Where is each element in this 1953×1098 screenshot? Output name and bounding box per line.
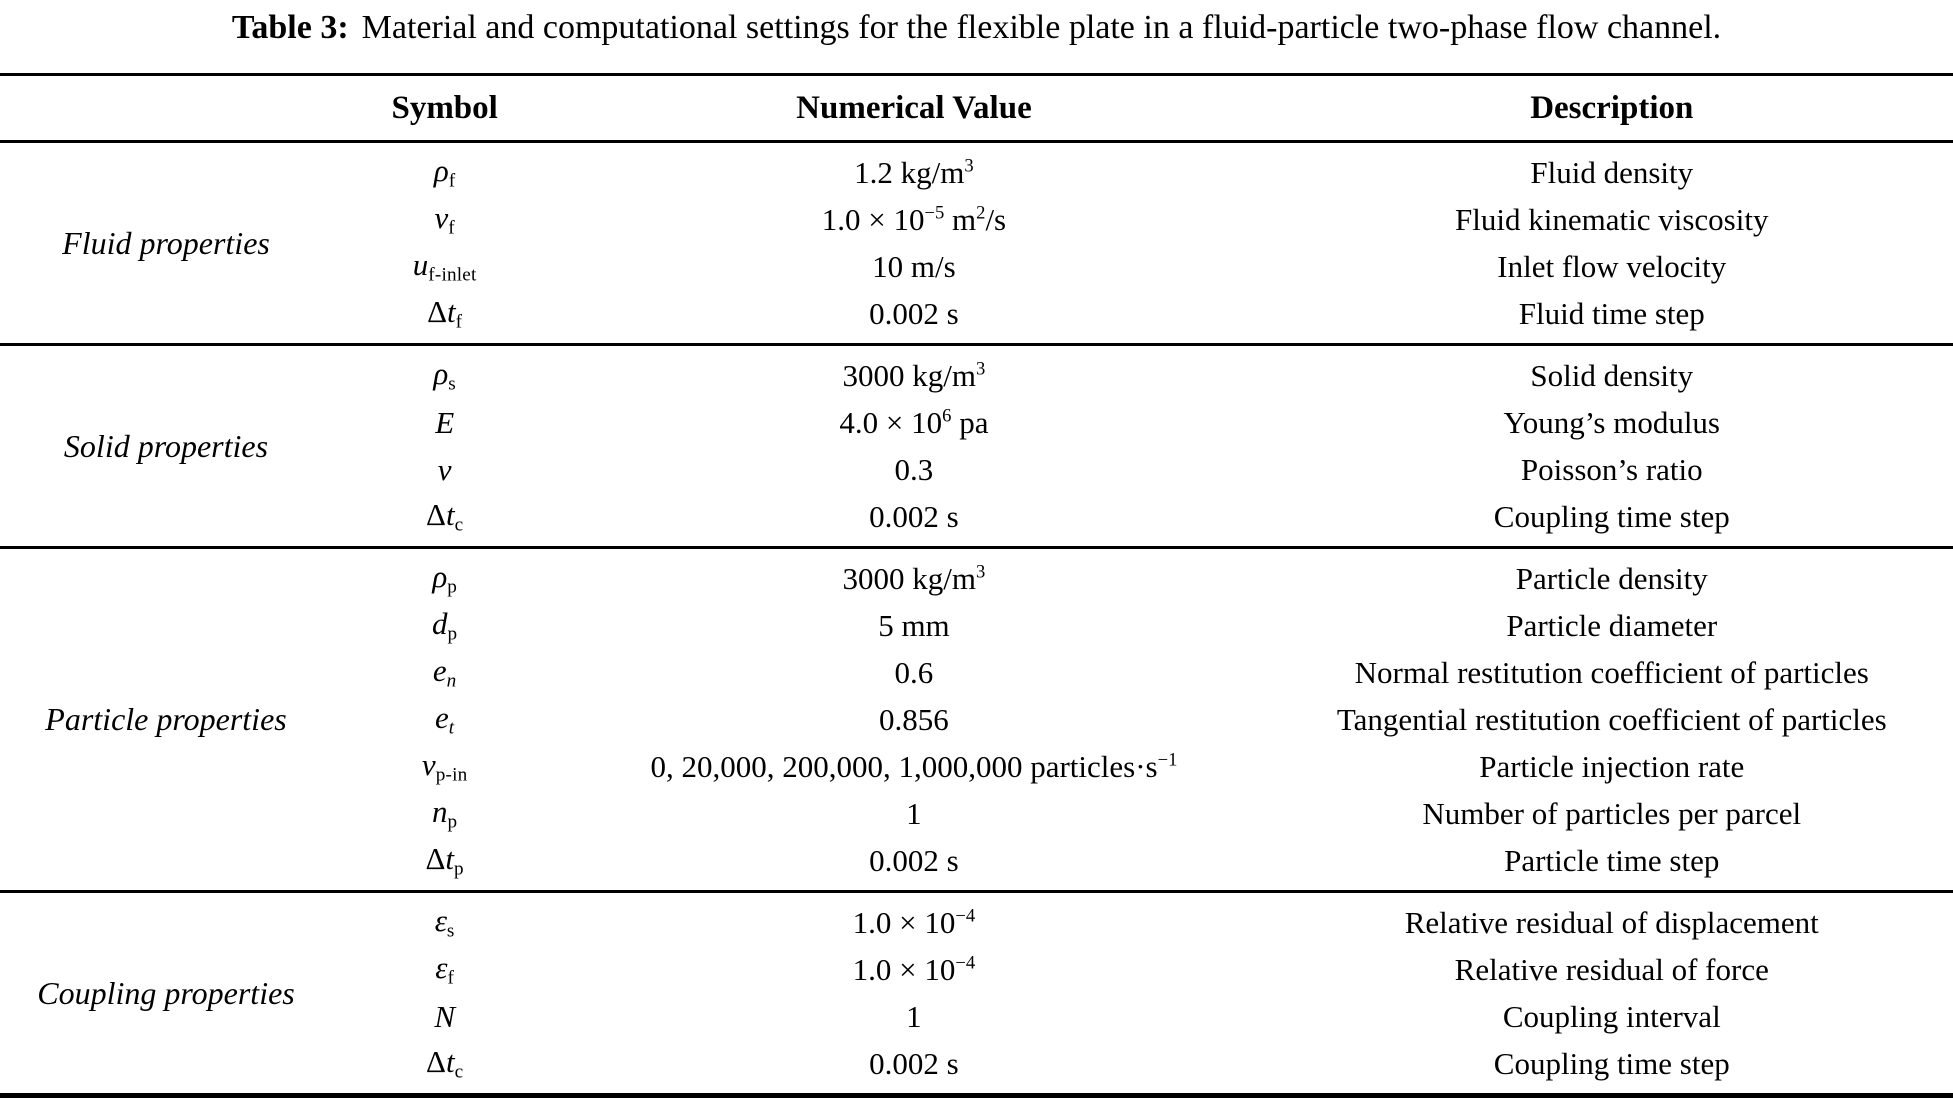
- symbol-cell: uf-inlet: [412, 246, 477, 286]
- table-row: [332, 696, 1953, 743]
- group-label: Solid properties: [63, 427, 269, 464]
- value-cell: 3000 $kg/m^3$: [842, 561, 986, 596]
- table-row: [332, 602, 1953, 649]
- symbol-cell: Δtc: [426, 1043, 464, 1083]
- description-cell: Fluid density: [1530, 155, 1694, 190]
- group-header-cell: [0, 76, 332, 140]
- value-cell: $1.0 \times 10^{-4}$: [852, 952, 976, 987]
- value-cell: 0.3: [894, 452, 934, 487]
- value-cell: 0, 20,000, 200,000, 1,000,000 $particles\cdot s^{-1}$: [650, 749, 1178, 784]
- description-cell: Solid density: [1530, 358, 1694, 393]
- symbol-cell: ρs: [433, 355, 456, 395]
- value-cell: $1.0 \times 10^{-4}$: [852, 905, 976, 940]
- description-cell: Fluid time step: [1518, 296, 1705, 331]
- table-row: [332, 649, 1953, 696]
- table-row: [332, 243, 1953, 290]
- caption-text: Material and computational settings for the flexible plate in a fluid-particle two-phase flow channel.: [361, 9, 1722, 46]
- symbol-cell: εs: [434, 902, 455, 942]
- table-row: [332, 446, 1953, 493]
- description-cell: Number of particles per parcel: [1422, 796, 1802, 831]
- table-caption: [0, 0, 1953, 73]
- symbol-cell: np: [432, 793, 458, 833]
- value-cell: $1.0 \times 10^{-5}$ $m^2/s$: [821, 202, 1007, 237]
- symbol-cell: dp: [432, 605, 458, 645]
- description-cell: Relative residual of force: [1454, 952, 1769, 987]
- value-cell: 0.856: [879, 702, 949, 737]
- symbol-cell: ν: [437, 452, 452, 487]
- table-section: [0, 143, 1953, 346]
- symbol-cell: E: [435, 405, 455, 440]
- value-cell: 3000 $kg/m^3$: [842, 358, 986, 393]
- description-cell: Particle diameter: [1506, 608, 1718, 643]
- symbol-cell: ρp: [432, 558, 457, 598]
- symbol-cell: et: [435, 699, 455, 739]
- symbol-cell: en: [432, 652, 457, 692]
- settings-table: [0, 73, 1953, 1098]
- value-cell: 5 mm: [878, 608, 950, 643]
- table-row: [332, 352, 1953, 399]
- header-numerical-value: Numerical Value: [796, 89, 1032, 126]
- symbol-cell: Δtp: [425, 840, 464, 880]
- symbol-cell: N: [434, 999, 455, 1034]
- value-cell: 1: [906, 796, 922, 831]
- value-cell: 0.6: [894, 655, 934, 690]
- table-section: [0, 893, 1953, 1098]
- group-label: Fluid properties: [62, 224, 270, 261]
- value-cell: 0.002 s: [869, 499, 959, 534]
- group-label: Particle properties: [45, 701, 287, 737]
- table-row: [332, 899, 1953, 946]
- table-row: [332, 493, 1953, 540]
- table-row: [332, 555, 1953, 602]
- value-cell: 1: [906, 999, 922, 1034]
- description-cell: Normal restitution coefficient of particles: [1354, 655, 1869, 690]
- value-cell: 10 m/s: [872, 249, 956, 284]
- value-cell: 0.002 s: [869, 1046, 959, 1081]
- description-cell: Poisson’s ratio: [1520, 452, 1703, 487]
- description-cell: Tangential restitution coefficient of particles: [1336, 702, 1887, 737]
- symbol-cell: νf: [434, 199, 455, 239]
- description-cell: Particle time step: [1504, 843, 1720, 878]
- table-row: [332, 946, 1953, 993]
- value-cell: 0.002 s: [869, 296, 959, 331]
- description-cell: Fluid kinematic viscosity: [1455, 202, 1769, 237]
- table-row: [332, 290, 1953, 337]
- symbol-cell: Δtf: [427, 293, 463, 333]
- table-row: [332, 993, 1953, 1040]
- symbol-cell: ρf: [433, 152, 456, 192]
- table-row: [332, 790, 1953, 837]
- header-symbol: Symbol: [391, 89, 498, 126]
- table-section: [0, 346, 1953, 549]
- description-cell: Coupling time step: [1493, 499, 1730, 534]
- description-cell: Young’s modulus: [1503, 405, 1721, 440]
- description-cell: Relative residual of displacement: [1404, 905, 1819, 940]
- table-section: [0, 549, 1953, 893]
- description-cell: Inlet flow velocity: [1497, 249, 1727, 284]
- group-label: Coupling properties: [37, 974, 295, 1011]
- value-cell: 0.002 s: [869, 843, 959, 878]
- caption-prefix: Table 3:: [231, 9, 349, 46]
- table-row: [332, 1040, 1953, 1087]
- table-row: [332, 149, 1953, 196]
- symbol-cell: νp-in: [421, 746, 468, 786]
- description-cell: Coupling time step: [1493, 1046, 1730, 1081]
- table-row: [332, 837, 1953, 884]
- table-row: [332, 399, 1953, 446]
- table-row: [332, 196, 1953, 243]
- table-row: [332, 743, 1953, 790]
- description-cell: Particle injection rate: [1479, 749, 1745, 784]
- value-cell: $4.0 \times 10^6$ pa: [839, 405, 989, 440]
- symbol-cell: Δtc: [426, 496, 464, 536]
- description-cell: Coupling interval: [1502, 999, 1721, 1034]
- header-description: Description: [1530, 89, 1694, 126]
- symbol-cell: εf: [435, 949, 455, 989]
- value-cell: 1.2 $kg/m^3$: [854, 155, 974, 190]
- table-header-row: [0, 76, 1953, 143]
- description-cell: Particle density: [1515, 561, 1708, 596]
- table-body: [0, 143, 1953, 1098]
